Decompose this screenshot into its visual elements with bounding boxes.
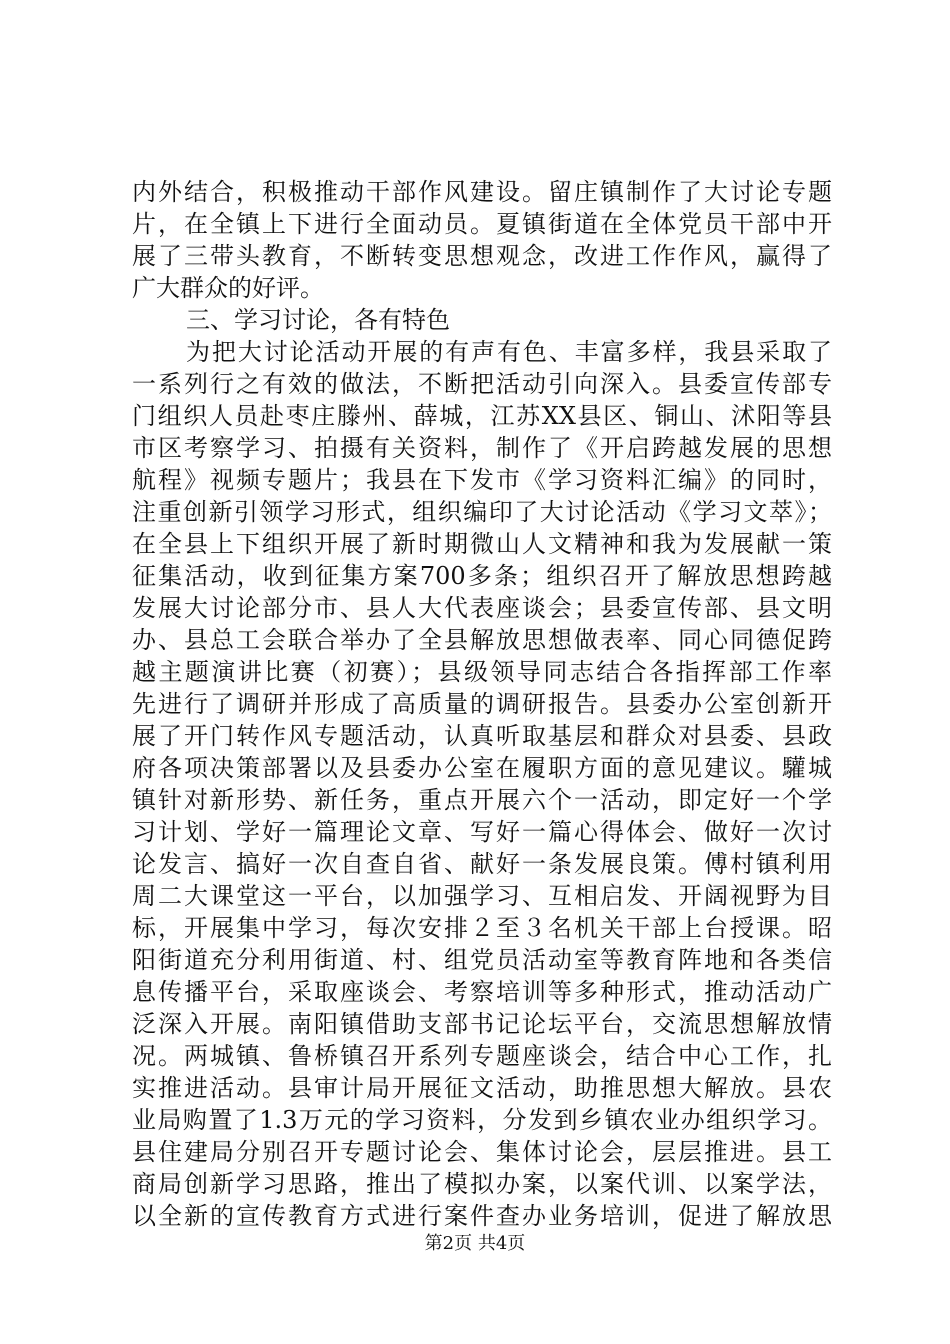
text-line: 注重创新引领学习形式，组织编印了大讨论活动《学习文萃》； (132, 498, 832, 526)
text-line: 片，在全镇上下进行全面动员。夏镇街道在全体党员干部中开 (132, 210, 832, 238)
text-line: 广大群众的好评。 (132, 274, 324, 302)
text-line: 府各项决策部署以及县委办公室在履职方面的意见建议。驩城 (132, 754, 832, 782)
text-line: 实推进活动。县审计局开展征文活动，助推思想大解放。县农 (132, 1074, 832, 1102)
text-line: 商局创新学习思路，推出了模拟办案，以案代训、以案学法， (132, 1170, 832, 1198)
text-line: 航程》视频专题片；我县在下发市《学习资料汇编》的同时， (132, 466, 832, 494)
text-line: 展了开门转作风专题活动，认真听取基层和群众对县委、县政 (132, 722, 832, 750)
paragraph-first-line: 为把大讨论活动开展的有声有色、丰富多样，我县采取了 (186, 338, 832, 366)
text-line: 一系列行之有效的做法，不断把活动引向深入。县委宣传部专 (132, 370, 832, 398)
text-line: 征集活动，收到征集方案700多条；组织召开了解放思想跨越 (132, 562, 832, 590)
text-line: 越主题演讲比赛（初赛）；县级领导同志结合各指挥部工作率 (132, 658, 832, 686)
text-line: 县住建局分别召开专题讨论会、集体讨论会，层层推进。县工 (132, 1138, 832, 1166)
text-line: 论发言、搞好一次自查自省、献好一条发展良策。傅村镇利用 (132, 850, 832, 878)
text-line: 内外结合，积极推动干部作风建设。留庄镇制作了大讨论专题 (132, 178, 832, 206)
text-line: 以全新的宣传教育方式进行案件查办业务培训，促进了解放思 (132, 1202, 832, 1230)
text-line: 息传播平台，采取座谈会、考察培训等多种形式，推动活动广 (132, 978, 832, 1006)
text-line: 标，开展集中学习，每次安排２至３名机关干部上台授课。昭 (132, 914, 832, 942)
text-line: 周二大课堂这一平台，以加强学习、互相启发、开阔视野为目 (132, 882, 832, 910)
document-body (132, 176, 832, 1232)
text-line: 业局购置了1.3万元的学习资料，分发到乡镇农业办组织学习。 (132, 1106, 832, 1134)
text-line: 展了三带头教育，不断转变思想观念，改进工作作风，赢得了 (132, 242, 832, 270)
text-line: 习计划、学好一篇理论文章、写好一篇心得体会、做好一次讨 (132, 818, 832, 846)
text-line: 门组织人员赴枣庄滕州、薛城，江苏XX县区、铜山、沭阳等县 (132, 402, 832, 430)
text-line: 先进行了调研并形成了高质量的调研报告。县委办公室创新开 (132, 690, 832, 718)
text-line: 镇针对新形势、新任务，重点开展六个一活动，即定好一个学 (132, 786, 832, 814)
text-line: 办、县总工会联合举办了全县解放思想做表率、同心同德促跨 (132, 626, 832, 654)
text-line: 泛深入开展。南阳镇借助支部书记论坛平台，交流思想解放情 (132, 1010, 832, 1038)
text-line: 发展大讨论部分市、县人大代表座谈会；县委宣传部、县文明 (132, 594, 832, 622)
text-line: 在全县上下组织开展了新时期微山人文精神和我为发展献一策 (132, 530, 832, 558)
text-line: 阳街道充分利用街道、村、组党员活动室等教育阵地和各类信 (132, 946, 832, 974)
text-line: 市区考察学习、拍摄有关资料，制作了《开启跨越发展的思想 (132, 434, 832, 462)
section-heading: 三、学习讨论，各有特色 (186, 306, 450, 334)
page-number-footer: 第2页 共4页 (424, 1233, 526, 1254)
text-line: 况。两城镇、鲁桥镇召开系列专题座谈会，结合中心工作，扎 (132, 1042, 832, 1070)
